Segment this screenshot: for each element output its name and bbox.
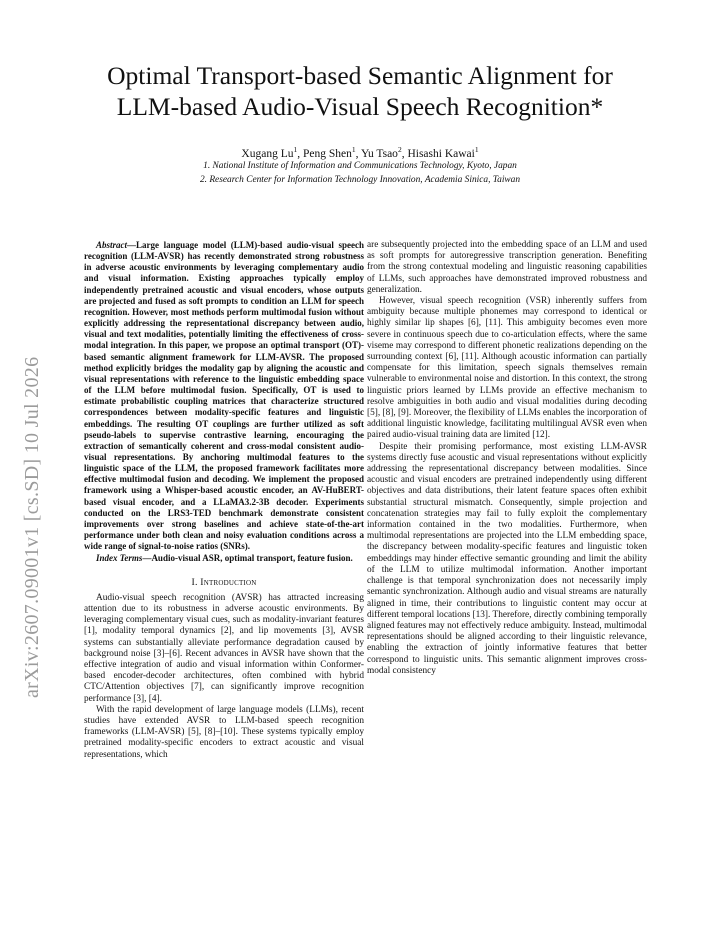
abstract-label: Abstract [96, 240, 128, 250]
abstract [84, 240, 364, 552]
author-affiliation-mark: 1 [474, 145, 479, 154]
author-affiliation-mark: 1 [293, 145, 298, 154]
intro-paragraph: With the rapid development of large language models (LLMs), recent studies have extended AVSR to LLM-based speech recognition frameworks (LLM-AVSR) [5], [8]–[10]. These systems typically employ pretrained modality-specific encoders to extract acoustic and visual representations, which [84, 704, 364, 760]
section-heading: I. Introduction [191, 576, 257, 588]
arxiv-identifier: arXiv:2607.09001v1 [cs.SD] 10 Jul 2026 [21, 356, 43, 698]
arxiv-stamp [14, 164, 50, 698]
intro-paragraph: Audio-visual speech recognition (AVSR) has attracted increasing attention due to its robustness in adverse acoustic environments. By leveraging complementary visual cues, such as modality-invariant features [1], modality temporal dynamics [2], and lip movements [3], AVSR systems can substantially alleviate performance degradation caused by background noise [3]–[6]. Recent advances in AVSR have shown that the effective integration of audio and visual information within Conformer-based encoder-decoder architectures, often combined with hybrid CTC/Attention objectives [7], can significantly improve recognition performance [3], [4]. [84, 592, 364, 704]
index-terms-text: —Audio-visual ASR, optimal transport, feature fusion. [142, 553, 353, 564]
left-column [84, 240, 364, 761]
author-list: Xugang Lu$^1$, Peng Shen$^1$, Yu Tsao$^2$, Hisashi Kawai$^1$ [241, 145, 479, 160]
index-terms [84, 553, 364, 564]
intro-paragraph: However, visual speech recognition (VSR) inherently suffers from ambiguity because multiple phonemes may correspond to identical or highly similar lip shapes [6], [11]. This ambiguity becomes even more severe in continuous speech due to co-articulation effects, where the same viseme may correspond to different phonetic realizations depending on the surrounding context [6], [11]. Although acoustic information can partially compensate for this limitation, speech signals themselves remain vulnerable to environmental noise and distortion. In this context, the strong linguistic priors learned by LLMs provide an effective mechanism to resolve ambiguities in both audio and visual modalities during decoding [5], [8], [9]. Moreover, the flexibility of LLMs enables the incorporation of additional linguistic knowledge, facilitating multilingual AVSR even when paired audio-visual training data are limited [12]. [367, 296, 647, 441]
index-terms-label: Index Terms [96, 553, 143, 564]
affiliation-1: 1. National Institute of Information and Communications Technology, Kyoto, Japan [203, 161, 517, 171]
author-name: Peng Shen [302, 147, 352, 160]
title-line-2: LLM-based Audio-Visual Speech Recognition* [116, 92, 604, 121]
author-name: Hisashi Kawai [407, 147, 475, 160]
affiliation-2: 2. Research Center for Information Technology Innovation, Academia Sinica, Taiwan [199, 175, 521, 185]
abstract-text: —Large language model (LLM)-based audio-visual speech recognition (LLM-AVSR) has recently demonstrated strong robustness in adverse acoustic environments by leveraging complementary audio and visual information. Existing approaches typically employ independently pretrained acoustic and visual encoders, whose outputs are projected and fused as soft prompts to condition an LLM for speech recognition. However, most methods perform multimodal fusion without explicitly addressing the representational discrepancy between audio, visual and text modalities, potentially limiting the effectiveness of cross-modal integration. In this paper, we propose an optimal transport (OT)-based semantic alignment framework for LLM-AVSR. The proposed method explicitly bridges the modality gap by aligning the acoustic and visual representations with reference to the linguistic embedding space of the LLM before multimodal fusion. Specifically, OT is used to estimate probabilistic coupling matrices that characterize structured correspondences between modality-specific features and linguistic embeddings. The resulting OT couplings are further utilized as soft pseudo-labels to supervise contrastive learning, encouraging the extraction of semantically coherent and cross-modal consistent audio-visual representations. By anchoring multimodal features to the linguistic space of the LLM, the proposed framework facilitates more effective multimodal fusion and decoding. We implement the proposed framework using a Whisper-based acoustic encoder, an AV-HuBERT-based visual encoder, and a LLaMA3.2-3B decoder. Experiments conducted on the LRS3-TED benchmark demonstrate consistent improvements over strong baselines and achieve state-of-the-art performance under both clean and noisy evaluation conditions across a wide range of signal-to-noise ratios (SNRs). [84, 240, 364, 552]
author-name: Xugang Lu [241, 147, 294, 160]
author-affiliation-mark: 2 [397, 145, 402, 154]
paper-title [40, 60, 680, 122]
intro-paragraph: Despite their promising performance, most existing LLM-AVSR systems directly fuse acoustic and visual representations without explicitly addressing the representational discrepancy between modalities. Since acoustic and visual encoders are pretrained independently using different objectives and data distributions, their latent feature spaces often exhibit substantial structural mismatch. Consequently, simple projection and concatenation strategies may fail to fully exploit the complementary information contained in the two modalities. Furthermore, when multimodal representations are projected into the LLM embedding space, the discrepancy between modality-specific features and linguistic token embeddings may hinder effective semantic grounding and limit the ability of the LLM to utilize multimodal information. Another important challenge is that temporal synchronization does not necessarily imply semantic synchronization. Although audio and visual streams are naturally aligned in time, their contributions to linguistic content may occur at different temporal locations [13]. Therefore, directly combining temporally aligned features may not effectively reduce ambiguity. Instead, multimodal representations should be aligned according to their linguistic relevance, enabling the extraction of jointly informative features that better correspond to linguistic units. This semantic alignment improves cross-modal consistency [367, 441, 647, 676]
right-column [367, 240, 647, 677]
title-line-1: Optimal Transport-based Semantic Alignment for [107, 61, 613, 90]
intro-paragraph: are subsequently projected into the embedding space of an LLM and used as soft prompts for autoregressive transcription generation. Benefiting from the strong contextual modeling and linguistic reasoning capabilities of LLMs, such approaches have demonstrated improved robustness and generalization. [367, 240, 647, 295]
author-affiliation-mark: 1 [351, 145, 356, 154]
author-name: Yu Tsao [360, 147, 398, 160]
